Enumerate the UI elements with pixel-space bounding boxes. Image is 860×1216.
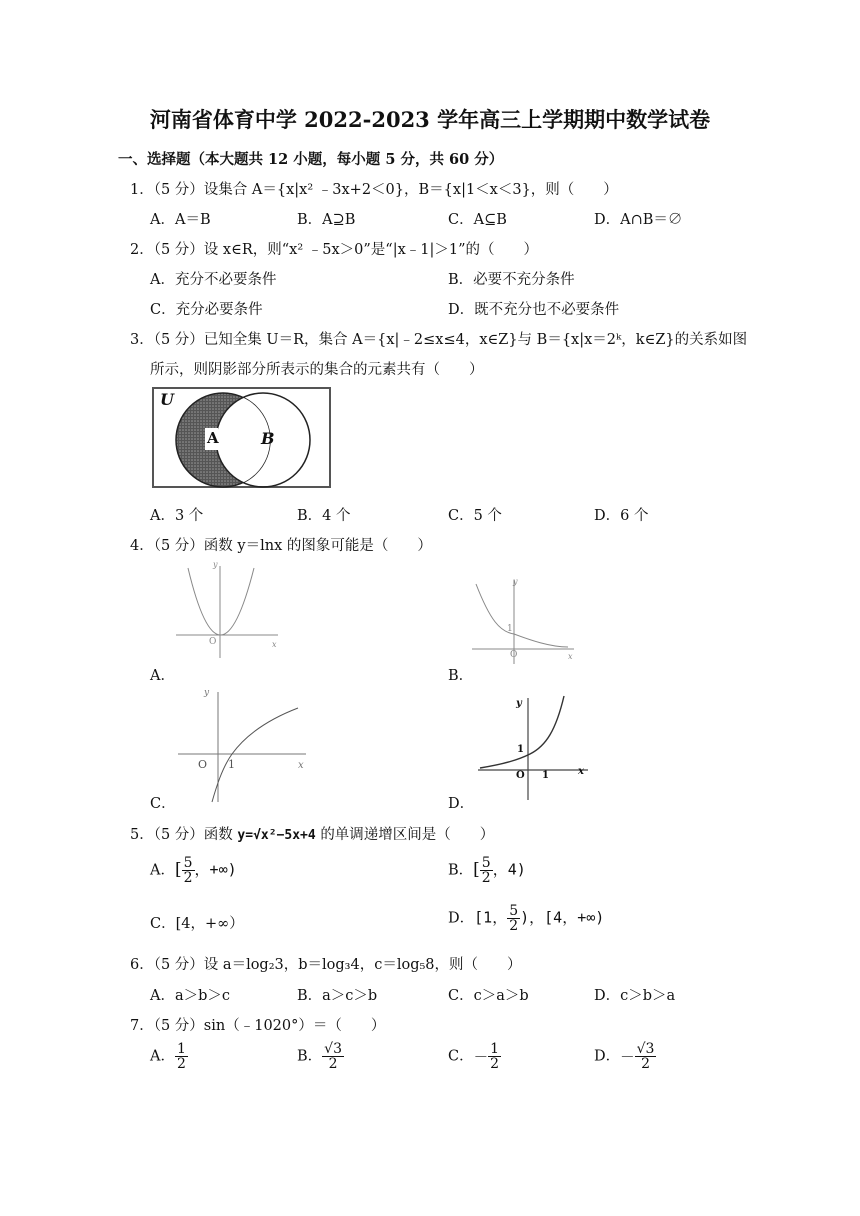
q5-option-d-label: D． <box>448 910 475 927</box>
q3-option-a[interactable]: A．3 个 <box>150 508 204 524</box>
q7-option-c-numerator: 1 <box>490 1041 500 1057</box>
q5-option-a-denominator: 2 <box>183 870 193 886</box>
q6-option-a[interactable]: A．a＞b＞c <box>150 988 231 1004</box>
graph-b-origin-label: O <box>510 650 518 660</box>
graph-d-origin-label: O <box>516 770 525 781</box>
q3-option-d[interactable]: D．6 个 <box>594 508 649 524</box>
venn-label-u: U <box>160 390 174 409</box>
q5-option-b-denominator: 2 <box>481 870 491 886</box>
graph-a-origin-label: O <box>209 637 217 647</box>
graph-b-x-label: x <box>568 652 573 661</box>
q7-option-d-numerator: √3 <box>636 1041 655 1057</box>
q7-option-c-sign: － <box>473 1050 489 1066</box>
q7-option-c-denominator: 2 <box>490 1056 500 1072</box>
q3-option-b[interactable]: B．4 个 <box>297 508 351 524</box>
q5-option-d-fraction <box>507 904 520 933</box>
graph-a-y-label: y <box>213 560 218 569</box>
q5-stem-prefix: 5．（5 分）函数 <box>130 827 233 843</box>
graph-d <box>474 690 594 802</box>
question-3-stem-line2: 所示，则阴影部分所表示的集合的元素共有（ ） <box>150 362 484 378</box>
q7-option-b-fraction <box>322 1042 344 1071</box>
q7-option-a-fraction <box>175 1042 188 1071</box>
q5-option-d-first: [1， <box>474 908 508 927</box>
question-3-stem-line1: 3．（5 分）已知全集 U＝R，集合 A＝{x|﹣2≤x≤4，x∈Z}与 B＝{x|x＝2ᵏ，k∈Z}的关系如图 <box>130 332 748 348</box>
q4-option-b[interactable]: B． <box>448 668 474 684</box>
graph-c <box>172 688 312 804</box>
q7-option-b[interactable] <box>297 1042 344 1071</box>
q2-option-b[interactable]: B．必要不充分条件 <box>448 272 575 288</box>
q7-option-a-label: A． <box>150 1048 175 1065</box>
q5-option-b-rest: ，4) <box>492 860 526 879</box>
graph-b <box>468 576 580 664</box>
q5-option-a-label: A． <box>150 862 175 879</box>
q5-option-b[interactable] <box>448 856 526 885</box>
venn-diagram <box>152 387 332 489</box>
q6-option-c[interactable]: C．c＞a＞b <box>448 988 529 1004</box>
q7-option-d-fraction <box>635 1042 657 1071</box>
section-heading: 一、选择题（本大题共 12 小题，每小题 5 分，共 60 分） <box>118 151 504 168</box>
q5-option-d-denominator: 2 <box>509 918 519 934</box>
q7-option-b-label: B． <box>297 1048 323 1065</box>
q7-option-a[interactable] <box>150 1042 188 1071</box>
q7-option-c[interactable] <box>448 1042 501 1071</box>
q7-option-d-label: D． <box>594 1048 621 1065</box>
graph-c-one-label: 1 <box>228 758 235 771</box>
q5-option-a-bracket: [ <box>174 859 182 880</box>
q7-option-a-numerator: 1 <box>176 1041 186 1057</box>
q3-option-c[interactable]: C．5 个 <box>448 508 502 524</box>
q6-option-d[interactable]: D．c＞b＞a <box>594 988 676 1004</box>
graph-c-y-label: y <box>204 688 210 698</box>
q7-option-b-numerator: √3 <box>324 1041 342 1057</box>
venn-label-b: B <box>261 429 275 448</box>
q1-option-b[interactable]: B．A⊇B <box>297 212 356 228</box>
q5-option-b-fraction <box>480 856 493 885</box>
q4-option-a[interactable]: A． <box>150 668 175 684</box>
q7-option-a-denominator: 2 <box>176 1056 186 1072</box>
venn-label-a: A <box>207 429 219 447</box>
graph-d-one-label-y: 1 <box>517 744 524 755</box>
q4-option-c[interactable]: C． <box>150 796 176 812</box>
graph-b-one-label: 1 <box>507 624 513 634</box>
q5-stem-suffix: 的单调递增区间是（ ） <box>320 827 495 843</box>
q5-option-b-numerator: 5 <box>481 855 491 871</box>
q7-option-c-label: C． <box>448 1048 474 1065</box>
page-title: 河南省体育中学 2022-2023 学年高三上学期期中数学试卷 <box>149 107 711 132</box>
question-2-stem: 2．（5 分）设 x∈R，则“x² ﹣5x＞0”是“|x﹣1|＞1”的（ ） <box>130 242 539 258</box>
q1-option-c[interactable]: C．A⊆B <box>448 212 507 228</box>
q5-option-d[interactable] <box>448 904 604 933</box>
q1-option-a[interactable]: A．A＝B <box>150 212 211 228</box>
q4-option-d[interactable]: D． <box>448 796 475 812</box>
q5-option-a-fraction <box>182 856 195 885</box>
graph-d-x-label: x <box>578 766 584 777</box>
q7-option-d-sign: － <box>620 1050 635 1066</box>
graph-d-one-label-x: 1 <box>542 770 549 781</box>
question-4-stem: 4．（5 分）函数 y＝lnx 的图象可能是（ ） <box>130 538 432 554</box>
q7-option-b-denominator: 2 <box>328 1056 338 1072</box>
q5-option-a-numerator: 5 <box>183 855 193 871</box>
q5-option-d-numerator: 5 <box>509 903 519 919</box>
q5-option-a[interactable] <box>150 856 237 885</box>
q7-option-d-denominator: 2 <box>641 1056 651 1072</box>
q5-option-c[interactable]: C．[4，+∞） <box>150 916 244 932</box>
q5-option-a-rest: ，+∞) <box>194 860 237 879</box>
q7-option-d[interactable] <box>594 1042 656 1071</box>
q6-option-b[interactable]: B．a＞c＞b <box>297 988 378 1004</box>
question-1-stem: 1．（5 分）设集合 A＝{x|x² ﹣3x+2＜0}，B＝{x|1＜x＜3}，则（ ） <box>130 182 618 198</box>
q7-option-c-fraction <box>488 1042 501 1071</box>
q5-option-b-label: B． <box>448 862 474 879</box>
q5-formula: y=√x²−5x+4 <box>237 828 316 843</box>
q2-option-d[interactable]: D．既不充分也不必要条件 <box>448 302 620 318</box>
graph-a-x-label: x <box>272 640 277 649</box>
q1-option-d[interactable]: D．A∩B＝∅ <box>594 212 683 228</box>
graph-c-origin-label: O <box>198 758 208 771</box>
q5-option-d-rest: )，[4，+∞) <box>520 908 605 927</box>
q2-option-c[interactable]: C．充分必要条件 <box>150 302 263 318</box>
q5-option-b-bracket: [ <box>473 859 480 880</box>
graph-d-y-label: y <box>516 698 522 709</box>
graph-a <box>170 560 285 660</box>
question-7-stem: 7．（5 分）sin（﹣1020°）＝（ ） <box>130 1018 386 1034</box>
graph-c-x-label: x <box>298 760 304 771</box>
graph-b-y-label: y <box>513 577 518 586</box>
q2-option-a[interactable]: A．充分不必要条件 <box>150 272 277 288</box>
question-6-stem: 6．（5 分）设 a＝log₂3，b＝log₃4，c＝log₅8，则（ ） <box>130 957 522 973</box>
question-5-stem <box>130 823 494 844</box>
